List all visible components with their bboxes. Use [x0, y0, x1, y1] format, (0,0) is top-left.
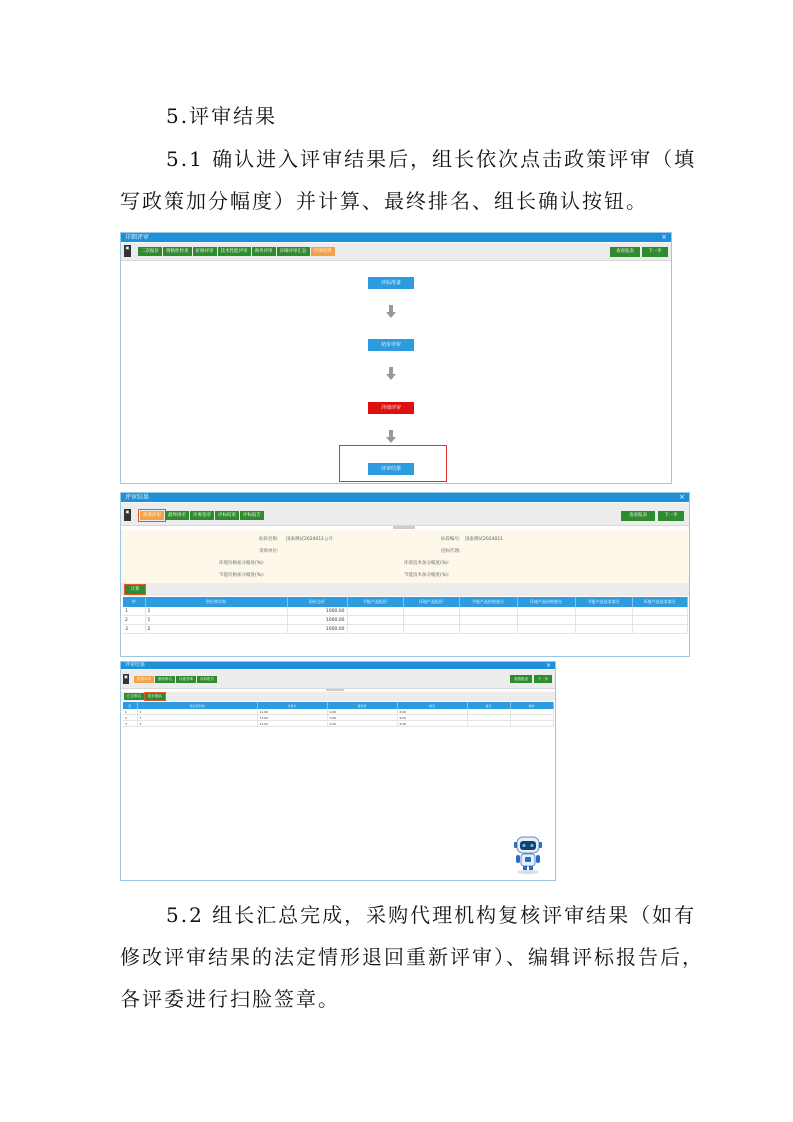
- tab-qualification-check[interactable]: 资格性检查: [163, 247, 192, 256]
- tab-price-review[interactable]: 价格评审: [193, 247, 217, 256]
- tab-business-review[interactable]: 商务评审: [252, 247, 276, 256]
- subtab-summary-ranking[interactable]: 汇总排名: [124, 693, 144, 700]
- paragraph-5-2-line3: 各评委进行扫脸签章。: [120, 987, 340, 1011]
- tab-final-ranking[interactable]: 最终排名: [155, 676, 175, 683]
- tab-expert-signature[interactable]: 评委签章: [190, 511, 214, 520]
- table-cell: 2: [123, 715, 137, 721]
- table-cell: 1000.00: [287, 607, 347, 616]
- table-cell: [517, 625, 575, 634]
- table-cell: [632, 616, 687, 625]
- window-titlebar: [121, 233, 671, 242]
- screenshot-detailed-review: [120, 232, 672, 484]
- table-cell: 1: [145, 607, 287, 616]
- table-cell: [403, 625, 459, 634]
- info-value: 国泰测试2024011: [465, 537, 504, 542]
- arrow-down-icon: [386, 430, 396, 444]
- column-header: 环境产品价格加分: [517, 597, 575, 607]
- window-titlebar: [121, 662, 555, 669]
- table-cell: 1: [145, 616, 287, 625]
- tab-review-result[interactable]: 评审结果: [311, 247, 335, 256]
- table-cell: 3: [123, 625, 145, 634]
- table-cell: [510, 721, 553, 727]
- column-header: 节能产品技术加分: [575, 597, 632, 607]
- window-titlebar: [121, 493, 689, 502]
- tab-detail-summary[interactable]: 详细评审汇总: [277, 247, 310, 256]
- table-cell: 2: [145, 625, 287, 634]
- info-value: 国泰测试2024011公开: [286, 537, 334, 542]
- column-header: 操作: [510, 702, 553, 709]
- table-cell: 6.00: [397, 715, 467, 721]
- flow-step-detailed: 详细评审: [368, 402, 414, 414]
- info-label: 标段编号:: [441, 537, 461, 542]
- table-cell: 1: [137, 715, 257, 721]
- table-cell: 3: [123, 721, 137, 727]
- paragraph-5-1-line1: 5.1 确认进入评审结果后，组长依次点击政策评审（填: [166, 147, 697, 171]
- table-row[interactable]: [123, 607, 687, 616]
- table-cell: [575, 625, 632, 634]
- table-cell: [575, 616, 632, 625]
- view-report-button[interactable]: 查看报表: [510, 675, 532, 683]
- column-header: 最终价: [327, 702, 397, 709]
- table-cell: 1000.00: [287, 625, 347, 634]
- table-cell: [632, 625, 687, 634]
- column-header: 序: [123, 702, 137, 709]
- tab-technical-review[interactable]: 技术性能评审: [218, 247, 251, 256]
- table-cell: [459, 625, 517, 634]
- camera-icon: ▣: [124, 245, 131, 257]
- table-row[interactable]: [123, 625, 687, 634]
- camera-icon: ▣: [123, 674, 129, 684]
- tab-final-ranking[interactable]: 最终排名: [165, 511, 189, 520]
- column-header: 序: [123, 597, 145, 607]
- calculate-button[interactable]: 计算: [125, 585, 145, 594]
- section-heading: 5.评审结果: [166, 104, 278, 128]
- tab-expert-signature[interactable]: 评委签章: [176, 676, 196, 683]
- info-label: 节能价格加分幅度(%):: [219, 573, 265, 578]
- column-header: 备注: [467, 702, 510, 709]
- table-row[interactable]: [123, 616, 687, 625]
- collapse-handle[interactable]: [326, 689, 344, 691]
- close-icon[interactable]: ×: [661, 233, 667, 241]
- calc-button-area: [121, 583, 689, 596]
- table-cell: 2: [137, 721, 257, 727]
- column-header: 供应商名称: [145, 597, 287, 607]
- column-header: 供应商名称: [137, 702, 257, 709]
- table-cell: 11.00: [257, 721, 327, 727]
- toolbar: [121, 243, 671, 261]
- column-header: 节能产品报价: [347, 597, 403, 607]
- screenshot-final-ranking: [120, 661, 556, 881]
- table-cell: [467, 721, 510, 727]
- column-header: 环境产品技术加分: [632, 597, 687, 607]
- robot-assistant-icon[interactable]: [511, 834, 545, 874]
- toolbar: [121, 670, 555, 689]
- subtab-bar: [121, 692, 555, 701]
- paragraph-5-2-line1: 5.2 组长汇总完成，采购代理机构复核评审结果（如有: [166, 903, 697, 927]
- table-cell: [575, 607, 632, 616]
- flow-step-prepare: 评标准备: [368, 277, 414, 289]
- table-cell: [403, 616, 459, 625]
- table-cell: 0.00: [327, 715, 397, 721]
- info-label: 招标代理:: [441, 549, 461, 554]
- table-cell: 1: [123, 607, 145, 616]
- tab-policy-review[interactable]: 政策评审: [134, 676, 154, 683]
- table-cell: 1: [137, 709, 257, 715]
- tab-evaluation-report[interactable]: 评标报告: [197, 676, 217, 683]
- tab-second-quote[interactable]: 二次报价: [138, 247, 162, 256]
- camera-icon: ▣: [124, 509, 131, 521]
- table-cell: [459, 616, 517, 625]
- info-label: 环境价格加分幅度(%):: [219, 561, 265, 566]
- info-panel: [121, 530, 689, 583]
- view-report-button[interactable]: 查看报表: [610, 247, 640, 257]
- policy-table: [123, 597, 687, 634]
- collapse-handle[interactable]: [393, 526, 415, 529]
- table-cell: [517, 607, 575, 616]
- table-cell: [459, 607, 517, 616]
- info-label: 环境技术加分幅度(%):: [404, 561, 450, 566]
- next-step-button[interactable]: 下一步: [534, 675, 552, 683]
- table-cell: 1000.00: [287, 616, 347, 625]
- tab-evaluation-end[interactable]: 评标结束: [215, 511, 239, 520]
- toolbar: [121, 503, 689, 526]
- arrow-down-icon: [386, 305, 396, 319]
- info-label: 采购单位:: [259, 549, 279, 554]
- table-cell: [347, 625, 403, 634]
- column-header: 投标总价: [287, 597, 347, 607]
- window-title: 评审结果: [125, 494, 150, 501]
- ranking-table: [123, 702, 553, 727]
- paragraph-5-1-line2: 写政策加分幅度）并计算、最终排名、组长确认按钮。: [120, 189, 648, 213]
- close-icon[interactable]: ×: [545, 662, 551, 669]
- table-cell: 6.00: [397, 709, 467, 715]
- tab-bar: [138, 247, 336, 266]
- tab-bar: [140, 511, 265, 530]
- table-cell: [403, 607, 459, 616]
- column-header: 节能产品价格加分: [459, 597, 517, 607]
- next-step-button[interactable]: 下一步: [658, 511, 684, 521]
- window-title: 评审结果: [125, 662, 146, 668]
- window-title: 详细评审: [125, 234, 150, 241]
- table-cell: 1: [123, 709, 137, 715]
- table-cell: 0.00: [327, 709, 397, 715]
- table-cell: 11.00: [257, 715, 327, 721]
- subtab-leader-confirm[interactable]: 组长确认: [145, 693, 165, 700]
- table-cell: 6.00: [397, 721, 467, 727]
- table-cell: 0.00: [327, 721, 397, 727]
- column-header: 环境产品报价: [403, 597, 459, 607]
- next-step-button[interactable]: 下一步: [642, 247, 668, 257]
- tab-policy-review[interactable]: 政策评审: [140, 511, 164, 520]
- close-icon[interactable]: ×: [679, 493, 685, 501]
- flow-step-result[interactable]: 评审结果: [368, 463, 414, 475]
- info-label: 标段名称:: [259, 537, 279, 542]
- table-cell: 2: [123, 616, 145, 625]
- table-cell: [632, 607, 687, 616]
- table-cell: 11.00: [257, 709, 327, 715]
- table-cell: [347, 607, 403, 616]
- flow-step-preliminary: 初步评审: [368, 339, 414, 351]
- paragraph-5-2-line2: 修改评审结果的法定情形退回重新评审）、编辑评标报告后，: [120, 945, 704, 969]
- screenshot-policy-review: [120, 492, 690, 657]
- column-header: 排名: [397, 702, 467, 709]
- column-header: 总得分: [257, 702, 327, 709]
- info-label: 节能技术加分幅度(%):: [404, 573, 450, 578]
- table-row[interactable]: [123, 721, 553, 727]
- table-cell: [347, 616, 403, 625]
- table-cell: [517, 616, 575, 625]
- tab-evaluation-report[interactable]: 评标报告: [240, 511, 264, 520]
- arrow-down-icon: [386, 367, 396, 381]
- view-report-button[interactable]: 查看报表: [621, 511, 655, 521]
